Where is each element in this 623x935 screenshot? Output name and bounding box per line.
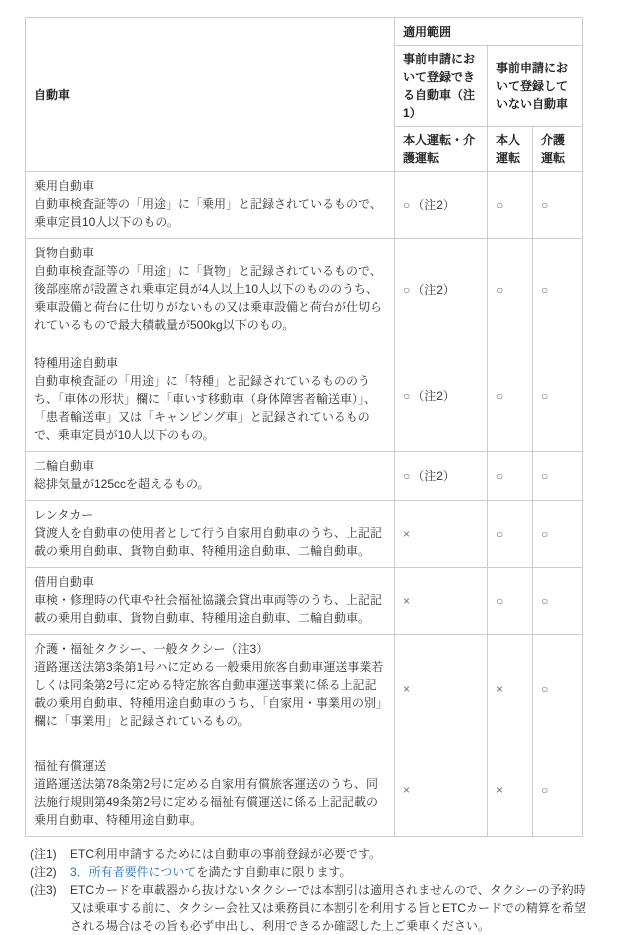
col-header-care-drive: 介護運転 [533,127,583,172]
vehicle-type-description: 貸渡人を自動車の使用者として行う自家用自動車のうち、上記記載の乗用自動車、貨物自動車、特種用途自動車、二輪自動車。 [34,526,383,558]
circle-mark: ○ [541,389,549,403]
mark-cell-care-drive [533,744,583,837]
header-row-scope [26,18,583,46]
vehicle-description-cell [26,568,395,635]
footnotes-section [30,845,590,935]
vehicle-type-title: 借用自動車 [34,575,95,589]
unregistered-vehicles-header: 事前申請において登録していない自動車 [488,46,583,127]
circle-mark: ○ [496,389,504,403]
mark-note: （注2） [412,198,455,212]
table-row-passenger-car [26,172,583,239]
vehicle-type-title: レンタカー [34,508,94,522]
mark-cell-care-drive [533,635,583,744]
circle-mark: ○ [496,527,504,541]
mark-note: （注2） [412,283,455,297]
table-row-welfare-paid-transport [26,744,583,837]
circle-mark: ○ [541,782,549,797]
table-row-special-purpose-car [26,341,583,452]
mark-cell-care-drive [533,172,583,239]
mark-cell-care-drive [533,568,583,635]
vehicle-description-cell [26,452,395,501]
footnote-text [70,863,590,881]
circle-mark: ○ [496,469,504,483]
footnote-text: ETCカードを車載器から抜けないタクシーでは本割引は適用されませんので、タクシーの予約時又は乗車する前に、タクシー会社又は乗務員に本割引を利用する旨とETCカードでの精算を希望される場合はその旨も必ず申出し、利用できるか確認した上ご乗車ください。 [70,882,587,933]
mark-cell-self-drive [488,635,533,744]
table-row-rental-car [26,501,583,568]
cross-mark: × [403,682,411,697]
circle-mark: ○ [403,283,411,297]
cross-mark: × [496,782,504,797]
mark-cell-registered [395,501,488,568]
footnote-label: (注1) [30,846,57,861]
table-row-motorcycle [26,452,583,501]
footnote-note2 [30,863,590,881]
table-row-cargo-car [26,239,583,342]
vehicle-scope-table [25,17,583,837]
circle-mark: ○ [541,594,549,608]
footnote-label: (注2) [30,864,57,879]
mark-cell-care-drive [533,239,583,342]
vehicle-type-description: 車検・修理時の代車や社会福祉協議会貸出車両等のうち、上記記載の乗用自動車、貨物自動車、特種用途自動車、二輪自動車。 [34,593,383,625]
mark-note: （注2） [412,469,455,483]
vehicle-description-cell [26,239,395,342]
vehicle-type-description: 道路運送法第3条第1号ハに定める一般乗用旅客自動車運送事業若しくは同条第2号に定める特定旅客自動車運送事業に係る上記記載の乗用自動車、特種用途自動車のうち、「自家用・事業用の別」欄に「事業用」と記録されているもの。 [34,660,384,728]
mark-note: （注2） [412,389,455,403]
mark-cell-care-drive [533,501,583,568]
mark-cell-self-drive [488,239,533,342]
mark-cell-registered [395,568,488,635]
vehicle-type-title: 乗用自動車 [34,179,95,193]
mark-cell-registered [395,341,488,452]
cross-mark: × [403,594,411,608]
mark-cell-self-drive [488,452,533,501]
registered-vehicles-header: 事前申請において登録できる自動車（注1） [395,46,488,127]
vehicle-description-cell [26,744,395,837]
owner-requirements-link[interactable]: 3．所有者要件について [70,864,197,879]
vehicle-type-title: 福祉有償運送 [34,758,107,773]
mark-cell-self-drive [488,501,533,568]
mark-cell-self-drive [488,341,533,452]
cross-mark: × [403,782,411,797]
circle-mark: ○ [496,594,504,608]
col-header-self-drive: 本人運転 [488,127,533,172]
circle-mark: ○ [541,469,549,483]
table-row-borrowed-car [26,568,583,635]
footnote-text-after-link: を満たす自動車に限ります。 [196,864,352,879]
circle-mark: ○ [403,469,411,483]
vehicle-type-title: 介護・福祉タクシー、一般タクシー（注3） [34,642,269,656]
cross-mark: × [496,682,504,697]
footnote-label: (注3) [30,882,57,897]
vehicle-column-header: 自動車 [26,18,395,172]
vehicle-type-description: 道路運送法第78条第2号に定める自家用有償旅客運送のうち、同法施行規則第49条第2号に定める福祉有償運送に係る上記記載の乗用自動車、特種用途自動車。 [34,776,379,827]
mark-cell-registered [395,744,488,837]
mark-cell-care-drive [533,341,583,452]
footnote-text: ETC利用申請するためには自動車の事前登録が必要です。 [70,846,382,861]
vehicle-description-cell [26,501,395,568]
mark-cell-registered [395,239,488,342]
col-header-self-care-drive: 本人運転・介護運転 [395,127,488,172]
circle-mark: ○ [541,682,549,697]
vehicle-description-cell [26,172,395,239]
cross-mark: × [403,527,411,541]
vehicle-description-cell [26,341,395,452]
circle-mark: ○ [496,283,504,297]
vehicle-type-description: 自動車検査証等の「用途」に「乗用」と記録されているもので、乗車定員10人以下のもの。 [34,197,382,229]
footnote-note3 [30,881,590,935]
vehicle-type-title: 特種用途自動車 [34,356,119,370]
vehicle-type-description: 総排気量が125ccを超えるもの。 [34,477,210,491]
circle-mark: ○ [496,198,504,212]
scope-header: 適用範囲 [395,18,583,46]
mark-cell-care-drive [533,452,583,501]
vehicle-type-description: 自動車検査証等の「用途」に「貨物」と記録されているもので、後部座席が設置され乗車定員が4人以上10人以下のもののうち、乗車設備と荷台に仕切りがないもの又は乗車設備と荷台が仕切られているもので最大積載量が500kg以下のもの。 [34,264,383,332]
circle-mark: ○ [541,198,549,212]
circle-mark: ○ [403,389,411,403]
table-row-taxi [26,635,583,744]
footnote-note1 [30,845,590,863]
mark-cell-registered [395,172,488,239]
mark-cell-self-drive [488,568,533,635]
mark-cell-registered [395,452,488,501]
mark-cell-registered [395,635,488,744]
circle-mark: ○ [541,283,549,297]
vehicle-type-title: 二輪自動車 [34,459,95,473]
vehicle-type-title: 貨物自動車 [34,246,95,260]
circle-mark: ○ [541,527,549,541]
vehicle-description-cell [26,635,395,744]
circle-mark: ○ [403,198,411,212]
mark-cell-self-drive [488,172,533,239]
mark-cell-self-drive [488,744,533,837]
vehicle-type-description: 自動車検査証の「用途」に「特種」と記録されているもののうち、「車体の形状」欄に「車いす移動車（身体障害者輸送車）」、「患者輸送車」又は「キャンピング車」と記録されているもので、乗車定員が10人以下のもの。 [34,374,377,442]
